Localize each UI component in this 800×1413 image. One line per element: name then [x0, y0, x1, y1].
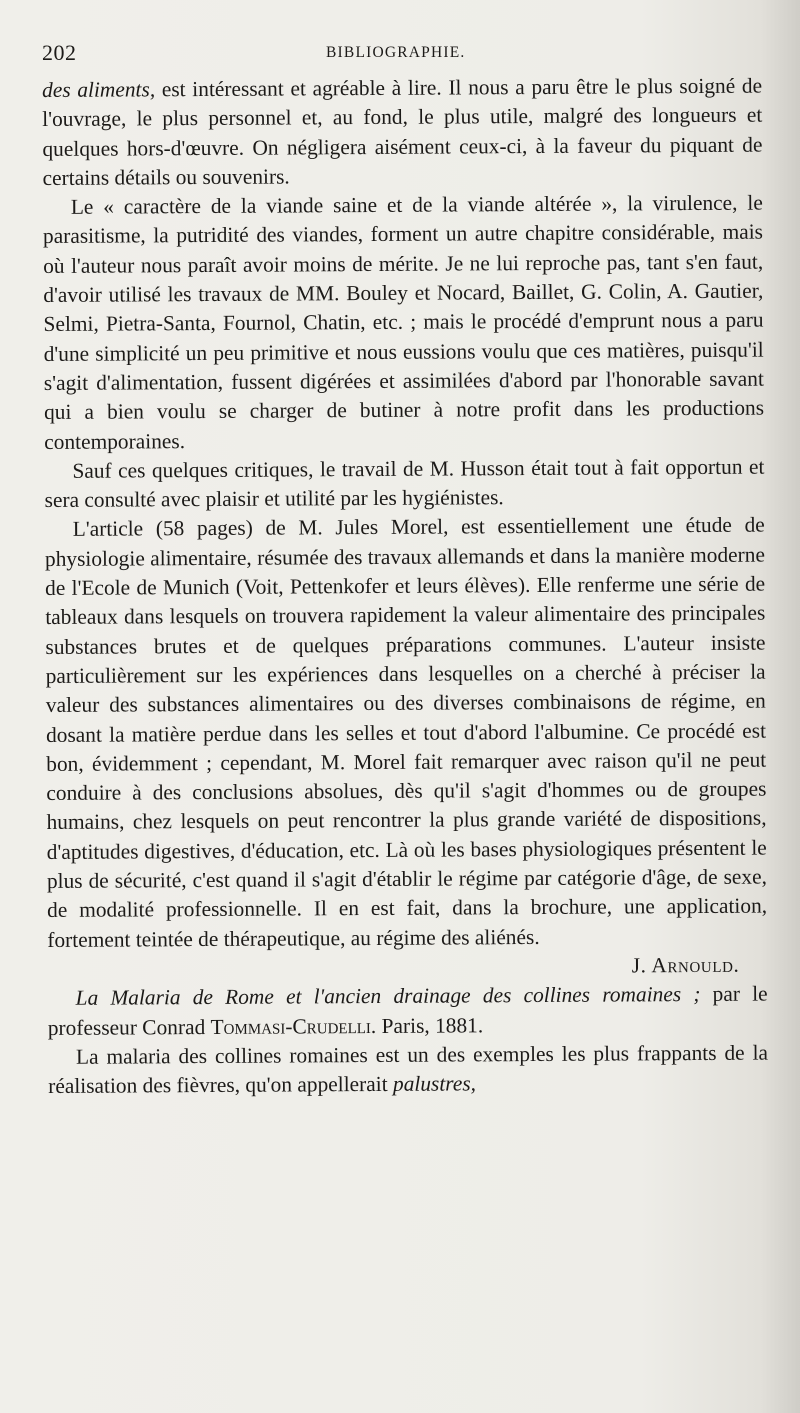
paragraph-1 [42, 72, 763, 194]
paragraph-final [48, 1038, 768, 1101]
paragraph-1-italic: des aliments, [42, 77, 156, 102]
bibliography-rest: . Paris, 1881. [370, 1012, 484, 1038]
paragraph-3: Sauf ces quelques critiques, le travail de M. Husson était tout à fait opportun et sera consulté avec plaisir et utilité par les hygiénistes. [44, 454, 765, 513]
paragraph-final-italic: palustres, [392, 1071, 477, 1096]
page-number: 202 [42, 40, 77, 65]
paragraph-final-text: La malaria des collines romaines est un des exemples les plus frappants de la réalisation des fièvres, qu'on appellerait [48, 1040, 769, 1099]
bibliography-by: par le professeur Conrad [47, 981, 768, 1040]
paragraph-2: Le « caractère de la viande saine et de la viande altérée », la virulence, le parasitisme, la putridité des viandes, forment un autre chapitre considérable, mais où l'auteur nous paraît avoir moins de mérite. Je ne lui reproche pas, tant s'en faut, d'avoir utilisé les travaux de MM. Bouley et Nocard, Baillet, G. Colin, A. Gautier, Selmi, Pietra-Santa, Fournol, Chatin, etc. ; mais le procédé d'emprunt nous a paru d'une simplicité un peu primitive et nous eussions voulu que ces matières, puisqu'il s'agit d'alimentation, fussent digérées et assimilées d'abord par l'honorable savant qui a bien voulu se charger de butiner à notre profit dans les productions contemporaines. [42, 190, 765, 454]
running-head [42, 38, 762, 68]
bibliography-title: La Malaria de Rome et l'ancien drainage des collines romaines ; [75, 982, 701, 1011]
bibliography-author: Tommasi-Crudelli [210, 1013, 371, 1039]
bibliography-entry [48, 980, 768, 1043]
paragraph-1-text: est intéressant et agréable à lire. Il nous a paru être le plus soigné de l'ouvrage, le plus personnel et, au fond, le plus utile, malgré des longueurs et quelques hors-d'œuvre. On négligera aisément ceux-ci, à la faveur du piquant de certains détails ou souvenirs. [42, 73, 763, 190]
running-head-title: BIBLIOGRAPHIE. [326, 44, 466, 61]
author-signature: J. Arnould. [631, 952, 740, 978]
paragraph-4: L'article (58 pages) de M. Jules Morel, est essentiellement une étude de physiologie alimentaire, résumée des travaux allemands et dans la manière moderne de l'Ecole de Munich (Voit, Pettenkofer et leurs élèves). Elle renferme une série de tableaux dans lesquels on trouvera rapidement la valeur alimentaire des principales substances brutes et de quelques préparations communes. L'auteur insiste particulièrement sur les expériences dans lesquelles on a cherché à préciser la valeur des substances alimentaires ou des diverses combinaisons de régime, en dosant la matière perdue dans les selles et tout d'abord l'albumine. Ce procédé est bon, évidemment ; cependant, M. Morel fait remarquer avec raison qu'il ne peut conduire à des conclusions absolues, dès qu'il s'agit d'hommes ou de groupes humains, chez lesquels on peut rencontrer la plus grande variété de dispositions, d'aptitudes digestives, d'éducation, etc. Là où les bases physiologiques présentent le plus de sécurité, c'est quand il s'agit d'établir le régime par catégorie d'âge, de sexe, de modalité professionnelle. Il en est fait, dans la brochure, une application, fortement teintée de thérapeutique, au régime des aliénés. [44, 513, 768, 952]
body-text [42, 72, 768, 1102]
